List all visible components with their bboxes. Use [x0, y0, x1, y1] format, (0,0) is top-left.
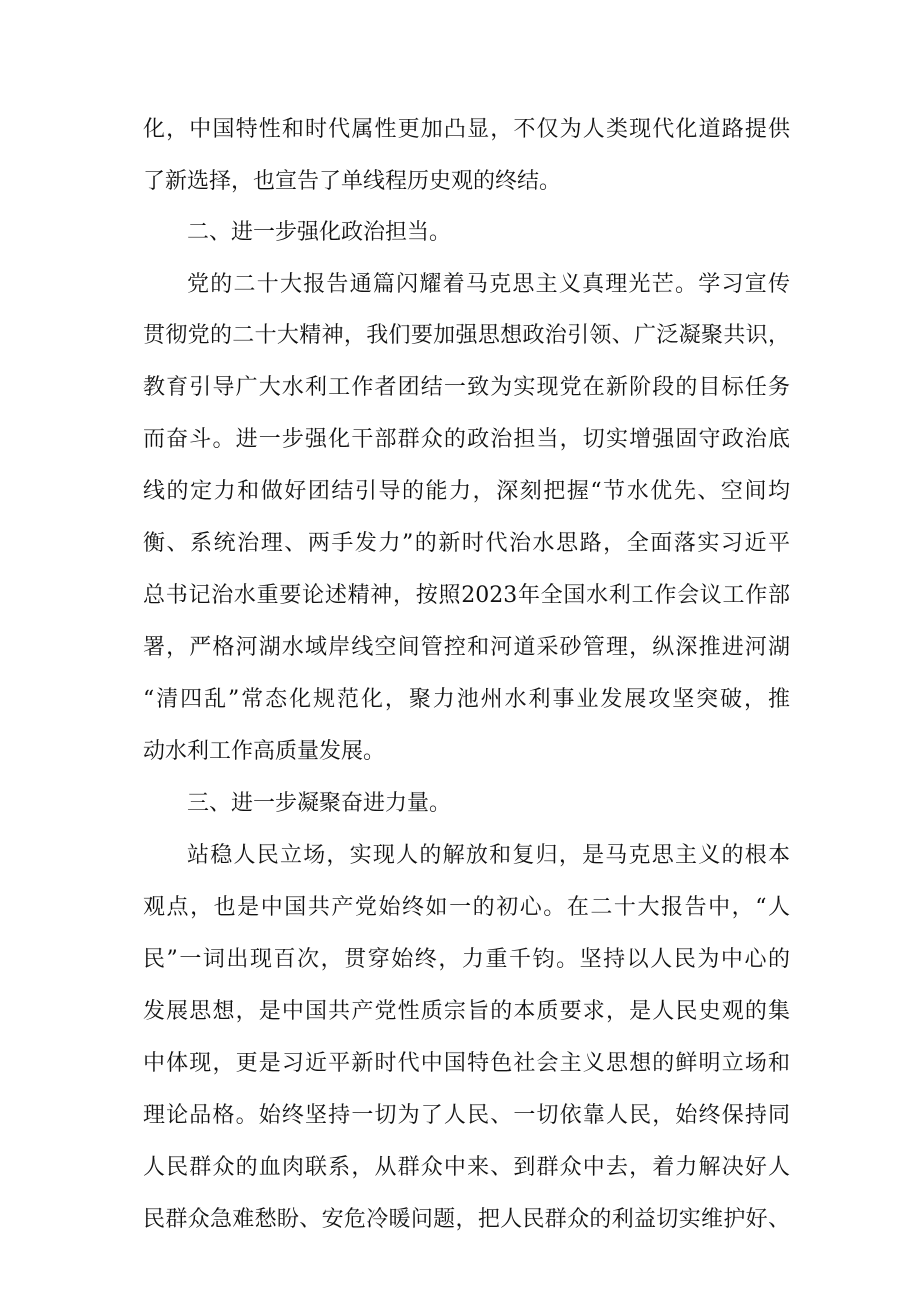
body-line: 理论品格。始终坚持一切为了人民、一切依靠人民，始终保持同	[143, 1103, 790, 1128]
body-line: 民”一词出现百次，贯穿始终，力重千钧。坚持以人民为中心的	[143, 947, 790, 972]
body-line: 总书记治水重要论述精神，按照2023年全国水利工作会议工作部	[143, 583, 790, 608]
body-line: 教育引导广大水利工作者团结一致为实现党在新阶段的目标任务	[143, 375, 790, 400]
body-line: 站稳人民立场，实现人的解放和复归，是马克思主义的根本	[187, 843, 790, 868]
body-line: 观点，也是中国共产党始终如一的初心。在二十大报告中，“人	[143, 895, 790, 920]
body-line: 发展思想，是中国共产党性质宗旨的本质要求，是人民史观的集	[143, 999, 790, 1024]
body-line: 署，严格河湖水域岸线空间管控和河道采砂管理，纵深推进河湖	[143, 635, 790, 660]
body-line: 民群众急难愁盼、安危冷暖问题，把人民群众的利益切实维护好、	[143, 1207, 790, 1232]
section-heading: 二、进一步强化政治担当。	[187, 220, 452, 245]
body-line: 了新选择，也宣告了单线程历史观的终结。	[143, 169, 562, 194]
body-line: “清四乱”常态化规范化，聚力池州水利事业发展攻坚突破，推	[143, 687, 790, 712]
body-line: 衡、系统治理、两手发力”的新时代治水思路，全面落实习近平	[143, 531, 790, 556]
body-line: 党的二十大报告通篇闪耀着马克思主义真理光芒。学习宣传	[187, 272, 790, 297]
body-line: 化，中国特性和时代属性更加凸显，不仅为人类现代化道路提供	[143, 117, 790, 142]
body-line: 而奋斗。进一步强化干部群众的政治担当，切实增强固守政治底	[143, 427, 790, 452]
section-heading: 三、进一步凝聚奋进力量。	[187, 791, 452, 816]
body-line: 线的定力和做好团结引导的能力，深刻把握“节水优先、空间均	[143, 479, 790, 504]
body-line: 人民群众的血肉联系，从群众中来、到群众中去，着力解决好人	[143, 1155, 790, 1180]
body-line: 中体现，更是习近平新时代中国特色社会主义思想的鲜明立场和	[143, 1051, 790, 1076]
body-line: 贯彻党的二十大精神，我们要加强思想政治引领、广泛凝聚共识，	[143, 323, 790, 348]
body-line: 动水利工作高质量发展。	[143, 739, 386, 764]
